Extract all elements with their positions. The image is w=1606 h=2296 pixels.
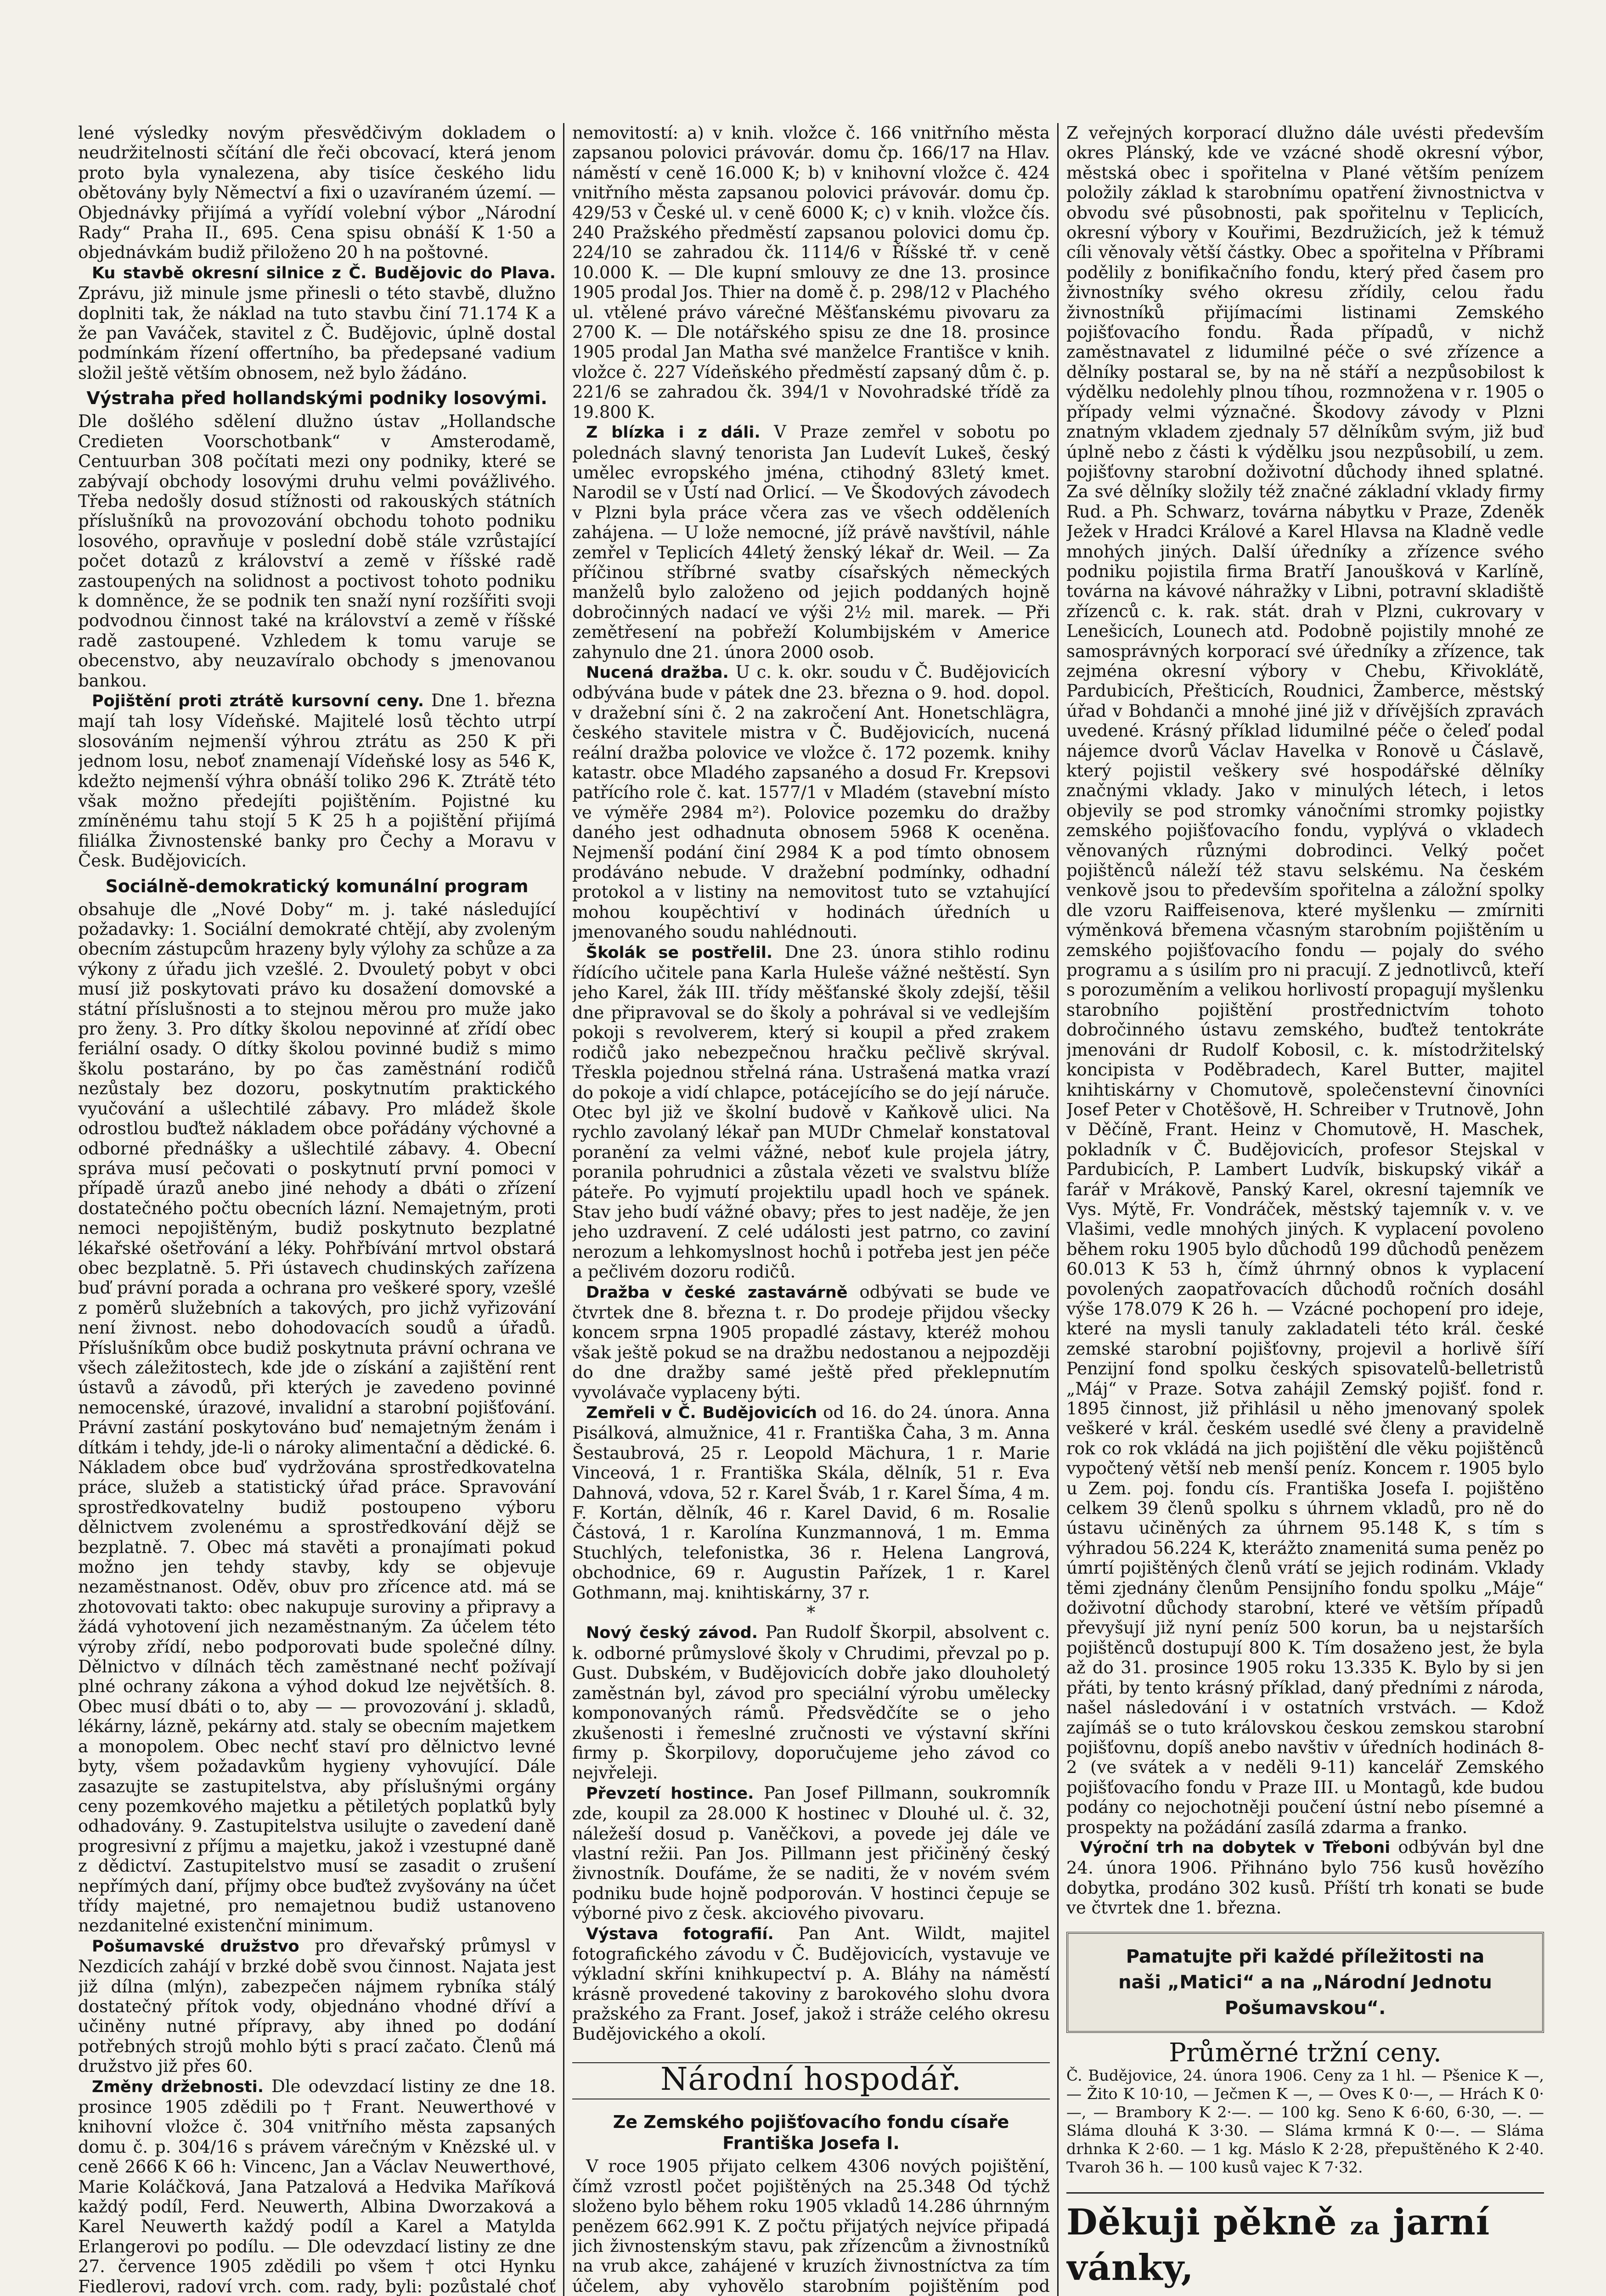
headline: Pošumavské družstvo [92, 1937, 299, 1956]
paragraph-text: U c. k. okr. soudu v Č. Budějovicích odbývána bude v pátek dne 23. března o 9. hod. dopol. v dražební síni č. 2 na zakročení Ant. Honetschlägra, českého stavitele mistra v Č. Budějovicích, nucená reální dražba polovice ve vložce č. 172 pozemk. knihy katastr. obce Mladého zapsaného a dosud Fr. Krepsovi patřícího role č. kat. 1577/1 v Mladém (stavební místo ve výměře 2984 m²). Polovice pozemku do dražby daného jest odhadnuta obnosem 5968 K oceněna. Nejmenší podání činí 2984 K a pod tímto obnosem prodáváno nebude. V dražební podmínky, odhadní protokol a v listiny na nemovitost tuto se vztahující mohou koupěchtiví v hodinách úředních u jmenovaného soudu nahlédnouti. [572, 662, 1050, 942]
headline: Zemřeli v Č. Budějovicích [586, 1404, 817, 1422]
column-3 [1066, 123, 1544, 2296]
paragraph-text: odbývati se bude ve čtvrtek dne 8. března t. r. Do prodeje přijdou všecky koncem srpna 1905 propadlé zástavy, kteréž mohou však ještě pokud se na dražbu nedostanou a nejpozději do dne dražby samé ještě před překlepnutím vyvolávače vyplaceny býti. [572, 1282, 1050, 1402]
headline: Dražba v české zastavárně [586, 1283, 848, 1302]
headline: Sociálně-demokratický komunální program [105, 876, 529, 896]
column-1 [78, 123, 556, 2296]
headline: Výstava fotografií. [586, 1925, 774, 1943]
column-2 [572, 123, 1050, 2296]
paragraph-subsection [572, 1622, 1050, 1783]
headline: Nový český závod. [586, 1624, 758, 1643]
paragraph-subsection [572, 1402, 1050, 1603]
headline: Školák se postřelil. [586, 943, 773, 962]
headline: Nucená dražba. [586, 663, 729, 682]
paragraph-text: Dne 23. února stihlo rodinu řídícího učitele pana Karla Huleše vážné neštěstí. Syn jeho Karel, žák III. třídy měšťanské školy zdejší, těšil dne připravoval se do školy a pohrával si ve vedlejším pokoji s revolverem, který si koupil a před zrakem rodičů jako nebezpečnou hračku pečlivě skrýval. Třeskla pojednou střelná rána. Ustrašená matka vrazí do pokoje a vidí chlapce, potácejícího se do její náruče. Otec byl již ve školní budově v Kaňkově ulici. Na rychlo zavolaný lékař pan MUDr Chmelař konstatoval poranění za velmi vážné, neboť kule projela játry, poranila pohrudnici a zůstala vězeti ve svalstvu blíže páteře. Po vyjmutí projektilu upadl hoch ve spánek. Stav jeho budí vážné obavy; přes to jest naděje, že jen jeho uzdravení. Z celé události jest patrno, co zaviní nerozum a lehkomyslnost hochů i potřeba jest jen péče a pečlivém dozoru rodičů. [572, 942, 1050, 1282]
paragraph-subsection [572, 662, 1050, 942]
paragraph-subsection [572, 1783, 1050, 1924]
paragraph-subsection [78, 691, 556, 871]
paragraph: obsahuje dle „Nové Doby“ m. j. také následující požadavky: 1. Sociální demokraté chtějí, aby zvoleným obecním zástupcům hrazeny byly výlohy za schůze a za výkony z úřadu jich vzešlé. 2. Dvouletý pobyt v obci musí již poskytovati právo ku dosažení domovské a státní příslušnosti a to stejnou měrou pro muže jako pro ženy. 3. Pro dítky školou nepovinné ať zřídí obec feriální osady. O dítky školou povinné budiž s mimo školu postaráno, by po čas zaměstnání rodičů nezůstaly bez dozoru, poskytnutím praktického vyučování a ušlechtilé zábavy. Pro mládež škole odrostlou buďtež nákladem obce pořádány výchovné a odborné přednášky a ušlechtilé zábavy. 4. Obecní správa musí pečovati o poskytnutí první pomoci v případě úrazů anebo jiné nehody a dbáti o zřízení dostatečného počtu obecních lázní. Nemajetným, proti nemoci nepojištěným, budiž poskytnuto bezplatné lékařské ošetřování a léky. Pohřbívání mrtvol obstará obec bezplatně. 5. Při ústavech chudinských zařízena buď právní porada a ochrana pro veškeré spory, vzešlé z poměrů služebních a takových, pro jichž vyřizování není živnost. nebo dohodovacích soudů a úřadů. Příslušníkům obce budiž poskytnuta právní ochrana ve všech záležitostech, kde jde o získání a zajištění rent ústavů a závodů, při kterých je zavedeno povinné nemocenské, úrazové, invalidní a starobní pojišťování. Právní zastání poskytováno buď nemajetným ženám i dítkám i tehdy, jde-li o nároky alimentační a dědické. 6. Nákladem obce buď vydržována sprostředkovatelna práce, služeb a statistický úřad práce. Spravování sprostředkovatelny budiž postoupeno výboru dělnictvem zvolenému a sprostředkování dějž se bezplatně. 7. Obec má stavěti a pronajímati pokud možno jen tehdy stavby, kdy se objevuje nezaměstnanost. Oděv, obuv pro zřícence atd. má se zhotovovati takto: obec nakupuje suroviny a připravy a žádá vyhotovení jich nezaměstnaným. Za účelem této výroby zřídí, nebo podporovati bude společné dílny. Dělnictvo v dílnách těch zaměstnané nechť požívají plné ochrany zákona a výhod dokud lze největších. 8. Obec musí dbáti o to, aby — — provozování j. skladů, lékárny, lázně, pekárny atd. staly se obecním majetkem a monopolem. Obec nechť staví pro dělnictvo levné byty, všem požadavkům hygieny vyhovující. Dále zasazujte se zastupitelstva, aby příslušnými orgány ceny pozemkového majetku a pětiletých poplatků byly odhadovány. 9. Zastupitelstva usilujte o zavedení daně progresivní z příjmu a majetku, jakož i vzestupné daně z dědictví. Zastupitelstvo musí se zasadit o zrušení nepřímých daní, příjmy obce buďtež zvyšovány na účet třídy majetné, pro nemajetnou budiž ustanoveno nezdanitelné existenční minimum. [78, 899, 556, 1936]
paragraph-text: Pan Josef Pillmann, soukromník zde, koupil za 28.000 K hostinec v Dlouhé ul. č. 32, náležeší dosud p. Vaněčkovi, a povede jej dále ve vlastní režii. Pan Jos. Pillmann jest přičiněný český živnostník. Doufáme, že se naditi, že v novém svém podniku bude hojně podporován. V hostinci čepuje se výborné pivo z česk. akciového pivovaru. [572, 1783, 1050, 1924]
headline: Výroční trh na dobytek v Třeboni [1080, 1838, 1391, 1857]
prices-title: Průměrné tržní ceny. [1169, 2037, 1442, 2068]
headline: Pojištění proti ztrátě kursovní ceny. [92, 692, 424, 710]
paragraph-text: Dne 1. března mají tah losy Vídeňské. Majitelé losů těchto utrpí slosováním nejmenší výhrou ztrátu as 250 K při jednom losu, neboť znamenají Vídeňské losy as 546 K, kdežto nejmenší výhra obnáší toliko 296 K. Ztrátě této však možno předejíti pojištěním. Pojistné ku zmíněnému tahu stojí 5 K 25 h a pojištění přijímá filiálka Živnostenské banky pro Čechy a Moravu v Česk. Budějovicích. [78, 690, 556, 871]
paragraph-subsection [1066, 1837, 1544, 1918]
headline: Ku stavbě okresní silnice z Č. Budějovic do Plava. [92, 264, 556, 282]
paragraph-text: Pan Rudolf Škorpil, absolvent c. k. odborné průmyslové školy v Chrudimi, převzal po p. Gust. Dubském, v Budějovicích dobře jako dlouholetý zaměstnán byl, závod pro speciální výrobu umělecky komponovaných rámů. Předsvědčíte se o jeho zkušenosti i řemeslné zručnosti ve výstavní skříni firmy p. Škorpilovy, doporučujeme jeho závod co nejvřeleji. [572, 1622, 1050, 1783]
paragraph-text: pro dřevařský průmysl v Nezdicích zahájí v brzké době svou činnost. Najata jest již dílna (mlýn), zabezpečen nájmem rybníka stálý dostatečný přítok vody, objednáno vhodné dříví a učiněny nutné přípravy, aby ihned po dodání potřebných strojů mohlo býti s prací začato. Členů má družstvo již přes 60. [78, 1936, 556, 2077]
paragraph-subsection [572, 1282, 1050, 1402]
headline: Z blízka i z dáli. [586, 423, 761, 442]
paragraph-subsection [572, 942, 1050, 1282]
notice-line-2: naši „Matici“ a na „Národní Jednotu Pošumavskou“. [1118, 1971, 1492, 2019]
paragraph-subsection [78, 263, 556, 383]
paragraph-subsection [572, 1924, 1050, 2044]
section-title: Národní hospodář. [572, 2062, 1050, 2099]
paragraph: Dle došlého sdělení dlužno ústav „Hollandsche Credieten Voorschotbank“ v Amsterodamě, Centuurban 308 počítati mezi ony podniky, které se zabývají obchody losovými druhu velmi povážlivého. Třeba nedošly dosud stížnosti od rakouských státních příslušníků na provozování obchodu tohoto podniku losového, opravňuje v poslední době stále vzrůstající počet dotazů z království a země v říšské radě zastoupených na solidnost a poctivost tohoto podniku k domněnce, že se podnik ten snaží nyní rozšířiti svoji podvodnou činnost také na království a země v říšské radě zastoupené. Vzhledem k tomu varuje se obecenstvo, aby neuzavíralo obchody s jmenovanou bankou. [78, 411, 556, 691]
paragraph-text: Zprávu, již minule jsme přinesli o této stavbě, dlužno doplniti tak, že náklad na tuto stavbu činí 71.174 K a že pan Vaváček, stavitel z Č. Budějovic, úplně dostal podmínkám řízení offertního, ba předepsané vadium složil ještě větším obnosem, než bylo žádáno. [78, 283, 556, 383]
headline: Výstraha před hollandskými podniky losovými. [86, 388, 547, 409]
headline: Změny držebnosti. [92, 2077, 264, 2096]
paragraph-text: od 16. do 24. února. Anna Pisálková, almužnice, 41 r. Františka Čaha, 3 m. Anna Šestaubrová, 25 r. Leopold Mächura, 1 r. Marie Vinceová, 1 r. Františka Skála, dělník, 51 r. Eva Dahnová, vdova, 52 r. Karel Šváb, 1 r. Karel Šíma, 4 m. F. Kortán, dělník, 46 r. Karel David, 6 m. Rosalie Částová, 1 r. Karolína Kunzmannová, 1 m. Emma Stuchlých, telefonistka, 36 r. Helena Langrová, obchodnice, 69 r. Augustin Pařízek, 1 r. Karel Gothmann, maj. knihtiskárny, 37 r. [572, 1402, 1050, 1603]
separator-star: * [806, 1603, 816, 1623]
paragraph-text: odbýván byl dne 24. února 1906. Přihnáno bylo 756 kusů hovězího dobytka, prodáno 302 kusů. Příští trh konati se bude ve čtvrtek dne 1. března. [1066, 1837, 1544, 1918]
paragraph-text: Pan Ant. Wildt, majitel fotografického závodu v Č. Budějovicích, vystavuje ve výkladní skříni knihkupectví p. A. Bláhy na náměstí krásně provedené takoviny z barokového slohu dvora pražského za Frant. Josef, jakož i stráže celého okresu Budějovického a okolí. [572, 1923, 1050, 2044]
paragraph: V roce 1905 přijato celkem 4306 nových pojištění, čímž vzrostl počet pojištěných na 25.348 Od týchž složeno bylo během roku 1905 vkladů 14.286 úhrnným penězem 662.991 K. Z počtu přijatých nejvíce připadá jich živnostenským stavu, pak zřízencům a živnostníků na vrub akce, zahájené v kruzích živnostníctva za tím účelem, aby vyhovělo starobním pojištěním pod [572, 2156, 1050, 2296]
headline: Ze Zemského pojišťovacího fondu císaře Františka Josefa I. [613, 2112, 1009, 2154]
paragraph: lené výsledky novým přesvědčivým dokladem o neudržitelnosti sčítání dle řeči obcovací, která jenom proto byla vynalezena, aby tisíce českého lidu obětovány byly Němectví a fixi o uzavíraném území. — Objednávky přijímá a vyřídí volební výbor „Národní Rady“ Praha II., 695. Cena spisu obnáší K 1·50 a objednávkám budiž přiloženo 20 h na poštovné. [78, 123, 556, 263]
ad-title-small: za [1350, 2212, 1380, 2240]
column-rule-1 [563, 123, 564, 2296]
headline: Převzetí hostince. [586, 1784, 754, 1803]
ad-title-part-1: Děkuji pěkně [1066, 2201, 1337, 2243]
notice-line-1: Pamatujte při každé příležitosti na [1126, 1946, 1485, 1967]
notice-box [1066, 1932, 1544, 2033]
ad-title-part-2: jarní vánky, [1066, 2201, 1490, 2289]
paragraph: nemovitostí: a) v knih. vložce č. 166 vnitřního města zapsanou polovici právovár. domu čp. 166/17 na Hlav. náměstí v ceně 16.000 K; b) v knihovní vložce č. 424 vnitřního města zapsanou polovici právovár. domu čp. 429/53 v České ul. v ceně 6000 K; c) v knih. vložce čís. 240 Pražského předměstí zapsanou polovici domu čp. 224/10 se zahradou čk. 1114/6 v Říšské tř. v ceně 10.000 K. — Dle kupní smlouvy ze dne 13. prosince 1905 prodal Jos. Thier na domě č. p. 298/12 v Plachého ul. vtělené právo várečné Měšťanskému pivovaru za 2700 K. — Dle notářského spisu ze dne 18. prosince 1905 prodal Jan Matha své manželce Františce v knih. vložce č. 227 Vídeňského předměstí zapsaný dům č. p. 221/6 se zahradou čk. 394/1 v Novohradské třídě za 19.800 K. [572, 123, 1050, 422]
paragraph-subsection [78, 2077, 556, 2296]
paragraph-text: Dle odevzdací listiny ze dne 18. prosince 1905 zdědili po † Frant. Neuwerthové v knihovní vložce č. 304 vnitřního města zapsaných domu č. p. 304/16 s právem várečným v Knězské ul. v ceně 2666 K 66 h: Vincenc, Jan a Václav Neuwerthové, Marie Koláčková, Jana Patzalová a Hedvika Maříková každý podíl, Ferd. Neuwerth, Albina Dworzaková a Karel Neuwerth každý podíl a Karel a Matylda Erlangerovi po podílu. — Dle odevzdací listiny ze dne 27. července 1905 zdědili po všem † otci Hynku Fiedlerovi, radoví vrch. com. rady, byli: pozůstalé choť [78, 2076, 556, 2296]
paragraph: Z veřejných korporací dlužno dále uvésti především okres Plánský, kde ve vzácné shodě okresní výbor, městská obec i spořitelna v Plané větším penízem položily základ k starobnímu opatření živnostnictva v obvodu své působnosti, pak spořitelnu v Teplicích, okresní výbory v Kouřimi, Bezdružicích, jež k témuž cíli věnovaly větší částky. Obec a spořitelna v Příbrami podělily z bonifikačního fondu, který před časem pro živnostníky svého okresu zřídily, celou řadu živnostníků přijímacími listinami Zemského pojišťovacího fondu. Řada případů, v nichž zaměstnavatel z lidumilné péče o své zřízence a dělníky postaral se, by na ně stáří a nezpůsobilost k výdělku nedolehly plnou tíhou, rozmnožena v r. 1905 o případy velmi význačné. Škodovy závody v Plzni znatným vkladem zjednaly 57 dělníkům svým, již buď úplně nebo z části k výdělku jsou nezpůsobilí, u zem. pojišťovny starobní doživotní důchody ihned splatné. Za své dělníky složily též značné základní vklady firmy Rud. a Ph. Schwarz, továrna nábytku v Praze, Zdeněk Ježek v Hradci Králové a Karel Hlavsa na Kladně vedle mnohých jiných. Další úředníky a zřízence svého podniku pojistila firma Bratří Janoušková v Karlíně, továrna na kávové náhražky v Libni, potravní skladiště zřízenců c. k. rak. stát. drah v Plzni, cukrovary v Lenešicích, Lounech atd. Podobně pojistily mnohé ze samosprávných korporací své úředníky a zřízence, tak zejména okresní výbory v Chebu, Křivoklátě, Pardubicích, Přešticích, Roudnici, Žamberce, městský úřad v Bohdanči a mnohé jiné již v dřívějších zpravách uvedené. Krásný příklad lidumilné péče o čeleď podal nájemce dvorů Václav Havelka v Ronově u Čáslavě, který pojistil veškery své hospodářské dělníky značnými vklady. Jako v minulých létech, i letos objevily se pod stromky vánočními stromky pojistky zemského pojišťovacího fondu, vyplývá o vkladech věnovaných různými dobrodinci. Velký počet pojištěnců náleží též stavu selskému. Na českém venkově jsou to především spořitelna a záložní spolky dle vzoru Raiffeisenova, které myšlenku — zmírniti výměnková břemena včasným starobním pojištěním u zemského pojišťovacího fondu — pojaly do svého programu a s úsilím pro ni pracují. Z jednotlivců, kteří s porozuměním a velikou horlivostí propagují myšlenku starobního pojištění prostřednictvím tohoto dobročinného ústavu zemského, buďtež tentokráte jmenováni dr Rudolf Kobosil, c. k. místodržitelský koncipista v Poděbradech, Karel Butter, majitel knihtiskárny v Chomutově, společenstevní činovníci Josef Peter v Chotěšově, H. Schreiber v Trutnově, John v Děčíně, Frant. Heinz v Chomutově, H. Maschek, pokladník v Č. Budějovicích, profesor Stejskal v Pardubicích, P. Lambert Ludvík, biskupský vikář a farář v Mrákově, Panský Karel, okresní tajemník ve Vys. Mýtě, Fr. Vondráček, městský tajemník v. v. ve Vlašimi, vedle mnohých jiných. K vyplacení povoleno během roku 1905 bylo důchodů 199 důchodů penězem 60.013 K 53 h, čímž úhrnný obnos k vyplacení povolených zaopatřovacích důchodů ročních dosáhl výše 178.079 K 26 h. — Vzácné pochopení pro ideje, které na mysli tanuly zakladateli této král. české zemské starobní pojišťovny, projevil a horlivě šíří Penzijní fond spolku českých spisovatelů-belletristů „Máj“ v Praze. Sotva zahájil Zemský pojišť. fond r. 1895 činnost, již přihlásil u něho jmenovaný spolek veškeré v král. českém usedlé své členy a pravidelně rok co rok vkládá na jich pojištění dle věku pojištěnců vypočtený větší neb menší peníz. Koncem r. 1905 bylo u Zem. poj. fondu cís. Františka Josefa I. pojištěno celkem 39 členů spolku s úhrnem vkladů, pro ně do ústavu učiněných za úhrnem 95.148 K, s tím s výhradou 56.224 K, kterážto znamenitá suma peněz po úmrtí pojištěných členů vrátí se jejich rodinám. Vklady těmi zjednány členům Pensijního fondu spolku „Máje“ doživotní důchody starobní, které ve větším případů převyšují již nyní peníz 500 korun, ba u nejstarších pojištěnců dostupují 800 K. Tím dosaženo jest, že byla až do 31. prosince 1905 roku 13.335 K. Bylo by si jen přáti, by tento krásný příklad, daný předními z národa, našel následování i v ostatních vrstvách. — Kdož zajímáš se o tuto královskou českou zemskou starobní pojišťovnu, dopíš anebo navštiv v úředních hodinách 8-2 (ve svátek a v neděli 9-11) kancelář Zemského pojišťovacího fondu v Praze III. u Montagů, kde budou podány co nejochotněji poučení ústní nebo písemné a prospekty na požádání zasílá zdarma a franko. [1066, 123, 1544, 1837]
column-rule-2 [1057, 123, 1059, 2296]
paragraph-subsection [572, 422, 1050, 662]
ad-title [1066, 2192, 1544, 2289]
paragraph-subsection [78, 1936, 556, 2077]
prices-body: Č. Budějovice, 24. února 1906. Ceny za 1 hl. — Pšenice K —, — Žito K 10·10, — Ječmen K —, — Oves K 0·—, — Hrách K 0·—, — Brambory K 2·—. — 100 kg. Seno K 6·60, 6·30, —. — Sláma dlouhá K 3·30. — Sláma krmná K 0·—. — Sláma drhnka K 2·60. — 1 kg. Máslo K 2·28, přepuštěného K 2·40. Tvaroh 36 h. — 100 kusů vajec K 7·32. [1066, 2066, 1544, 2176]
newspaper-page [78, 123, 1566, 2296]
paragraph-text: V Praze zemřel v sobotu po polednách slavný tenorista Jan Ludevít Lukeš, český umělec evropského jména, ctihodný 83letý kmet. Narodil se v Ústí nad Orlicí. — Ve Škodových závodech v Plzni byla práce včera zas ve všech odděleních zahájena. — U lože nemocné, jíž právě navštívil, náhle zemřel v Teplicích 44letý ženský lékař dr. Weil. — Za příčinou stříbrné svatby císařských německých manželů bylo založeno od jejich poddaných hojně dobročinných nadací ve výši 2½ mil. marek. — Při zemětřesení na pobřeží Kolumbijském v Americe zahynulo dne 21. února 2000 osob. [572, 422, 1050, 662]
